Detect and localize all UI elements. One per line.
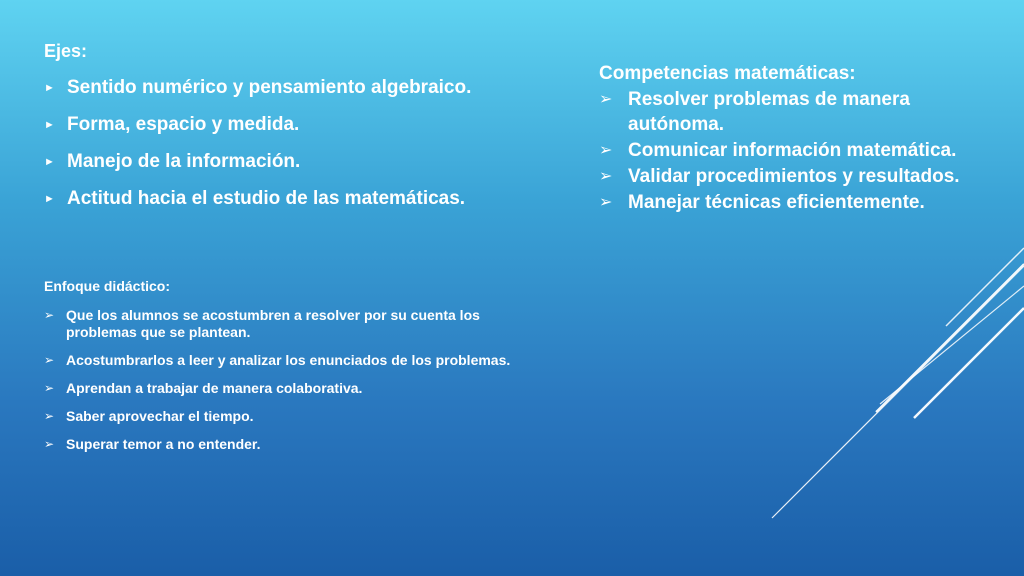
list-item (599, 138, 999, 163)
list-item (44, 436, 524, 453)
ejes-list (44, 77, 584, 210)
arrowhead-right-icon: ► (44, 119, 55, 131)
competencias-section (599, 62, 999, 216)
ejes-section (44, 40, 584, 225)
list-item (44, 307, 524, 341)
checkmark-arrow-icon: ➢ (599, 168, 613, 185)
list-item-text: Manejo de la información. (67, 151, 301, 172)
arrowhead-right-icon: ► (44, 82, 55, 94)
enfoque-list (44, 307, 524, 453)
list-item (599, 87, 999, 137)
checkmark-arrow-icon: ➢ (599, 91, 613, 108)
checkmark-arrow-icon: ➢ (44, 409, 55, 423)
list-item-text: Comunicar información matemática. (628, 140, 957, 161)
list-item (44, 77, 584, 99)
checkmark-arrow-icon: ➢ (44, 437, 55, 451)
list-item-text: Forma, espacio y medida. (67, 114, 300, 135)
enfoque-section (44, 277, 524, 464)
competencias-heading: Competencias matemáticas: (599, 63, 856, 84)
list-item-text: Validar procedimientos y resultados. (628, 166, 960, 187)
list-item (44, 151, 584, 173)
checkmark-arrow-icon: ➢ (44, 353, 55, 367)
list-item (44, 114, 584, 136)
decorative-line (772, 266, 1024, 518)
list-item-text: Actitud hacia el estudio de las matemáticas. (67, 188, 466, 209)
checkmark-arrow-icon: ➢ (44, 381, 55, 395)
arrowhead-right-icon: ► (44, 156, 55, 168)
list-item (44, 380, 524, 397)
list-item-text: Manejar técnicas eficientemente. (628, 192, 925, 213)
list-item-text: Saber aprovechar el tiempo. (66, 408, 254, 424)
list-item-text: Sentido numérico y pensamiento algebraico. (67, 77, 472, 98)
enfoque-heading: Enfoque didáctico: (44, 278, 170, 294)
list-item-text: Que los alumnos se acostumbren a resolver por su cuenta los problemas que se plantean. (66, 307, 480, 340)
list-item (44, 408, 524, 425)
list-item-text: Resolver problemas de manera autónoma. (628, 89, 910, 135)
decorative-line (914, 308, 1024, 418)
ejes-heading: Ejes: (44, 41, 88, 61)
competencias-list (599, 87, 999, 215)
list-item-text: Aprendan a trabajar de manera colaborativa. (66, 380, 363, 396)
list-item (44, 352, 524, 369)
decorative-line (946, 248, 1024, 326)
list-item (599, 190, 999, 215)
list-item (44, 188, 584, 210)
decorative-line (880, 286, 1024, 404)
checkmark-arrow-icon: ➢ (44, 308, 55, 322)
list-item-text: Superar temor a no entender. (66, 436, 261, 452)
decorative-line (876, 264, 1024, 412)
checkmark-arrow-icon: ➢ (599, 142, 613, 159)
list-item (599, 164, 999, 189)
checkmark-arrow-icon: ➢ (599, 194, 613, 211)
list-item-text: Acostumbrarlos a leer y analizar los enunciados de los problemas. (66, 352, 511, 368)
arrowhead-right-icon: ► (44, 193, 55, 205)
